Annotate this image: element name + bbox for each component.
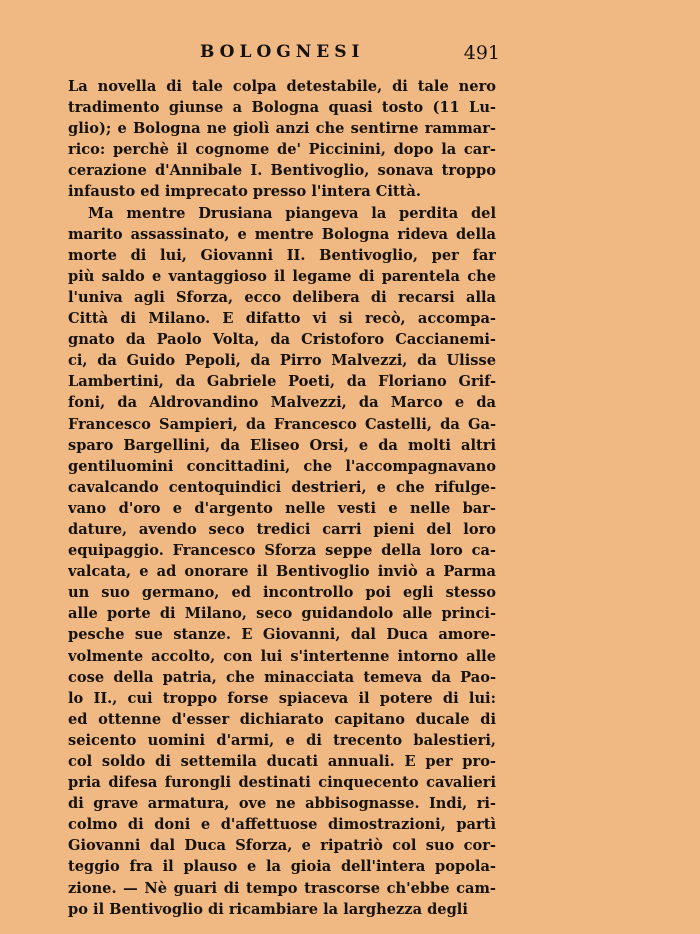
text-line: Città di Milano. E difatto vi si recò, accompa- [68, 310, 496, 328]
text-line: ci, da Guido Pepoli, da Pirro Malvezzi, da Ulisse [68, 352, 496, 370]
text-line: rico: perchè il cognome de' Piccinini, dopo la car- [68, 141, 496, 159]
text-line: più saldo e vantaggioso il legame di parentela che [68, 267, 496, 285]
text-line: po il Bentivoglio di ricambiare la larghezza degli [68, 900, 468, 918]
text-line: La novella di tale colpa detestabile, di tale nero [68, 78, 496, 95]
text-line: di grave armatura, ove ne abbisognasse. Indi, ri- [68, 795, 496, 813]
text-line: infausto ed imprecato presso l'intera Città. [68, 183, 421, 201]
text-line: un suo germano, ed incontrollo poi egli stesso [68, 584, 496, 602]
text-line: volmente accolto, con lui s'intertenne intorno alle [68, 647, 496, 665]
text-line: alle porte di Milano, seco guidandolo alle princi- [68, 605, 496, 623]
body-text [68, 76, 496, 920]
text-line: cerazione d'Annibale I. Bentivoglio, sonava troppo [68, 162, 496, 180]
text-line: zione. — Nè guari di tempo trascorse ch'ebbe cam- [68, 879, 496, 897]
text-line: cose della patria, che minacciata temeva da Pao- [68, 668, 496, 686]
text-line: dature, avendo seco tredici carri pieni del loro [68, 520, 496, 538]
text-line: tradimento giunse a Bologna quasi tosto (11 Lu- [68, 99, 496, 117]
text-line: ed ottenne d'esser dichiarato capitano ducale di [68, 710, 496, 728]
text-line: marito assassinato, e mentre Bologna rideva della [68, 225, 496, 243]
text-line: morte di lui, Giovanni II. Bentivoglio, per far [68, 246, 496, 264]
text-line: pesche sue stanze. E Giovanni, dal Duca amore- [68, 626, 496, 644]
text-line: teggio fra il plauso e la gioia dell'intera popola- [68, 858, 496, 876]
text-line: equipaggio. Francesco Sforza seppe della loro ca- [68, 542, 496, 560]
text-line: seicento uomini d'armi, e di trecento balestieri, [68, 731, 496, 749]
text-line: Francesco Sampieri, da Francesco Castelli, da Ga- [68, 415, 496, 433]
text-line: Giovanni dal Duca Sforza, e ripatriò col suo cor- [68, 837, 496, 855]
text-line: col soldo di settemila ducati annuali. E per pro- [68, 753, 496, 770]
text-line: glio); e Bologna ne giolì anzi che sentirne rammar- [68, 120, 496, 138]
text-line: colmo di doni e d'affettuose dimostrazioni, partì [68, 816, 496, 834]
text-line: sparo Bargellini, da Eliseo Orsi, e da molti altri [68, 436, 496, 454]
text-line: gentiluomini concittadini, che l'accompagnavano [68, 457, 496, 475]
page-header [68, 42, 500, 66]
page-number: 491 [463, 42, 500, 64]
text-line: pria difesa furongli destinati cinquecento cavalieri [68, 774, 496, 792]
text-line: lo II., cui troppo forse spiaceva il potere di lui: [68, 689, 496, 707]
text-line: Ma mentre Drusiana piangeva la perdita del [88, 204, 496, 222]
text-line: l'univa agli Sforza, ecco delibera di recarsi alla [68, 288, 496, 306]
text-line: gnato da Paolo Volta, da Cristoforo Caccianemi- [68, 331, 496, 349]
text-line: foni, da Aldrovandino Malvezzi, da Marco e da [68, 394, 496, 412]
running-title: BOLOGNESI [200, 42, 365, 62]
text-line: valcata, e ad onorare il Bentivoglio inviò a Parma [68, 563, 496, 581]
text-line: Lambertini, da Gabriele Poeti, da Floriano Grif- [68, 373, 496, 391]
text-line: vano d'oro e d'argento nelle vesti e nelle bar- [68, 499, 496, 517]
text-line: cavalcando centoquindici destrieri, e che rifulge- [68, 478, 496, 496]
